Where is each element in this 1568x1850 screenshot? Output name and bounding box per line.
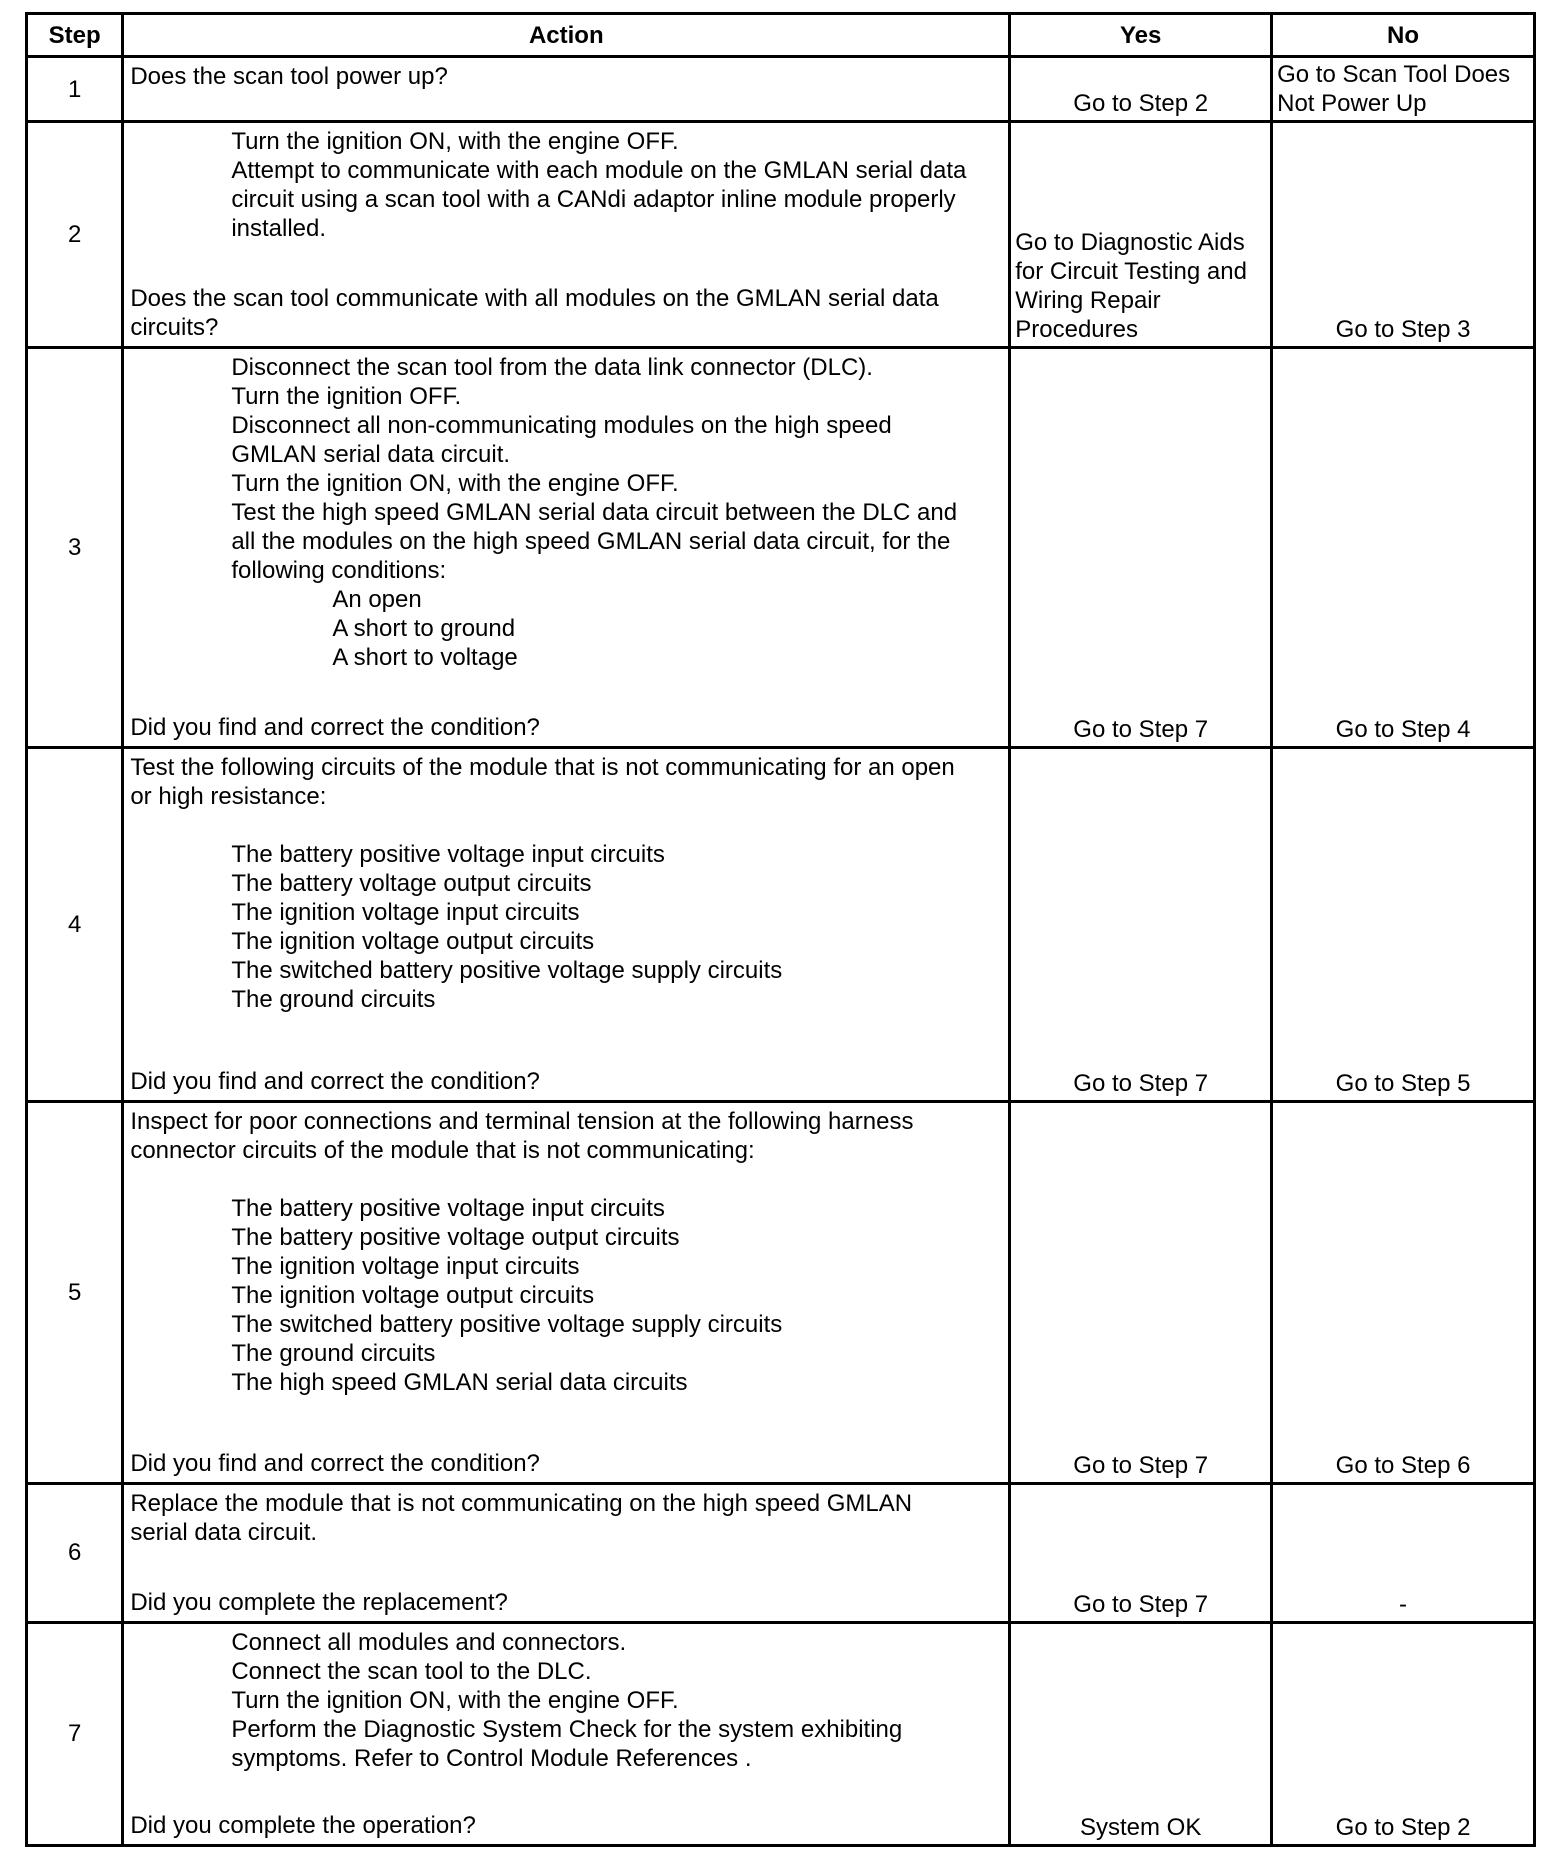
action-item: Test the high speed GMLAN serial data circuit between the DLC and bbox=[231, 498, 958, 526]
no-cell bbox=[1272, 747, 1535, 1101]
header-no: No bbox=[1272, 14, 1535, 57]
step-number: 4 bbox=[27, 747, 123, 1101]
question-text: Did you find and correct the condition? bbox=[130, 1449, 540, 1477]
yes-text: Wiring Repair bbox=[1015, 286, 1161, 314]
action-item: The battery positive voltage input circuits bbox=[231, 1194, 665, 1222]
no-text: Go to Scan Tool Does bbox=[1277, 61, 1511, 88]
yes-text: Go to Step 2 bbox=[1073, 90, 1209, 118]
yes-text: for Circuit Testing and bbox=[1015, 257, 1247, 285]
yes-cell bbox=[1010, 1622, 1272, 1845]
question-text: Did you find and correct the condition? bbox=[130, 1067, 540, 1095]
action-item: Turn the ignition ON, with the engine OFF. bbox=[231, 1686, 679, 1714]
action-item: Connect all modules and connectors. bbox=[231, 1628, 627, 1656]
action-cell bbox=[123, 122, 1010, 347]
yes-cell bbox=[1010, 122, 1272, 347]
table-row bbox=[27, 122, 1535, 347]
action-item: The ignition voltage input circuits bbox=[231, 1252, 580, 1280]
question-text: Did you complete the replacement? bbox=[130, 1588, 508, 1616]
action-item: Turn the ignition ON, with the engine OFF. bbox=[231, 128, 679, 156]
action-item: Attempt to communicate with each module on the GMLAN serial data bbox=[231, 157, 967, 185]
step-number: 6 bbox=[27, 1483, 123, 1622]
step-number: 5 bbox=[27, 1101, 123, 1483]
no-text: Go to Step 4 bbox=[1335, 715, 1471, 743]
action-item: GMLAN serial data circuit. bbox=[231, 440, 511, 468]
action-item: Connect the scan tool to the DLC. bbox=[231, 1657, 592, 1685]
action-item: The ground circuits bbox=[231, 985, 436, 1013]
question-text: circuits? bbox=[130, 313, 219, 341]
question-text: Did you complete the operation? bbox=[130, 1812, 476, 1839]
action-item: Disconnect the scan tool from the data link connector (DLC). bbox=[231, 353, 873, 381]
intro-text: Replace the module that is not communicating on the high speed GMLAN bbox=[130, 1489, 913, 1517]
action-item: The battery voltage output circuits bbox=[231, 869, 592, 897]
action-item: all the modules on the high speed GMLAN serial data circuit, for the bbox=[231, 527, 951, 555]
step-number: 2 bbox=[27, 122, 123, 347]
yes-text: Go to Step 7 bbox=[1073, 715, 1209, 743]
action-item: Turn the ignition OFF. bbox=[231, 382, 462, 410]
no-cell bbox=[1272, 1622, 1535, 1845]
yes-text: System OK bbox=[1080, 1814, 1202, 1841]
intro-text: serial data circuit. bbox=[130, 1518, 318, 1546]
no-cell bbox=[1272, 1483, 1535, 1622]
action-item: Turn the ignition ON, with the engine OFF. bbox=[231, 469, 679, 497]
yes-text: Go to Step 7 bbox=[1073, 1451, 1209, 1479]
yes-cell bbox=[1010, 57, 1272, 122]
sub-item: An open bbox=[332, 585, 422, 613]
action-item: The ignition voltage output circuits bbox=[231, 1281, 595, 1309]
table-row bbox=[27, 57, 1535, 122]
no-text: Go to Step 6 bbox=[1335, 1451, 1471, 1479]
yes-cell bbox=[1010, 1483, 1272, 1622]
action-text: Does the scan tool power up? bbox=[130, 63, 448, 90]
table-row bbox=[27, 1483, 1535, 1622]
yes-cell bbox=[1010, 1101, 1272, 1483]
action-item: The ignition voltage input circuits bbox=[231, 898, 580, 926]
action-item: The high speed GMLAN serial data circuits bbox=[231, 1368, 688, 1396]
action-cell bbox=[123, 1101, 1010, 1483]
header-action: Action bbox=[123, 14, 1010, 57]
yes-text: Go to Step 7 bbox=[1073, 1590, 1209, 1618]
intro-text: Inspect for poor connections and terminal tension at the following harness bbox=[130, 1107, 914, 1135]
intro-text: connector circuits of the module that is not communicating: bbox=[130, 1136, 755, 1164]
step-number: 1 bbox=[27, 57, 123, 122]
action-item: following conditions: bbox=[231, 556, 447, 584]
no-text: Go to Step 2 bbox=[1335, 1814, 1471, 1841]
action-cell bbox=[123, 1622, 1010, 1845]
header-yes: Yes bbox=[1010, 14, 1272, 57]
table-row bbox=[27, 347, 1535, 747]
action-cell bbox=[123, 747, 1010, 1101]
action-cell bbox=[123, 57, 1010, 122]
sub-item: A short to voltage bbox=[332, 643, 518, 671]
yes-cell bbox=[1010, 747, 1272, 1101]
no-cell bbox=[1272, 122, 1535, 347]
action-item: Perform the Diagnostic System Check for the system exhibiting bbox=[231, 1715, 903, 1743]
no-text: Not Power Up bbox=[1277, 90, 1427, 117]
question-text: Does the scan tool communicate with all modules on the GMLAN serial data bbox=[130, 284, 939, 312]
table-row bbox=[27, 1101, 1535, 1483]
action-cell bbox=[123, 347, 1010, 747]
diagnostic-table bbox=[25, 12, 1536, 1847]
action-item: The ignition voltage output circuits bbox=[231, 927, 595, 955]
intro-text: Test the following circuits of the module that is not communicating for an open bbox=[130, 753, 955, 781]
header-row bbox=[27, 14, 1535, 57]
yes-cell bbox=[1010, 347, 1272, 747]
question-text: Did you find and correct the condition? bbox=[130, 713, 540, 741]
action-item: The battery positive voltage output circuits bbox=[231, 1223, 680, 1251]
no-cell bbox=[1272, 1101, 1535, 1483]
table-row bbox=[27, 1622, 1535, 1845]
no-text: Go to Step 5 bbox=[1335, 1069, 1471, 1097]
yes-text: Go to Step 7 bbox=[1073, 1069, 1209, 1097]
no-cell bbox=[1272, 57, 1535, 122]
step-number: 7 bbox=[27, 1622, 123, 1845]
no-text: - bbox=[1399, 1590, 1408, 1618]
yes-text: Go to Diagnostic Aids bbox=[1015, 228, 1245, 256]
action-item: Disconnect all non-communicating modules on the high speed bbox=[231, 411, 892, 439]
intro-text: or high resistance: bbox=[130, 782, 327, 810]
action-item: installed. bbox=[231, 215, 327, 243]
table-row bbox=[27, 747, 1535, 1101]
action-cell bbox=[123, 1483, 1010, 1622]
no-cell bbox=[1272, 347, 1535, 747]
action-item: circuit using a scan tool with a CANdi adaptor inline module properly bbox=[231, 186, 956, 214]
sub-item: A short to ground bbox=[332, 614, 516, 642]
action-item: symptoms. Refer to Control Module References . bbox=[231, 1744, 752, 1772]
no-text: Go to Step 3 bbox=[1335, 315, 1471, 343]
action-item: The ground circuits bbox=[231, 1339, 436, 1367]
action-item: The switched battery positive voltage supply circuits bbox=[231, 1310, 783, 1338]
yes-text: Procedures bbox=[1015, 315, 1138, 343]
header-step: Step bbox=[27, 14, 123, 57]
step-number: 3 bbox=[27, 347, 123, 747]
action-item: The battery positive voltage input circuits bbox=[231, 840, 665, 868]
action-item: The switched battery positive voltage supply circuits bbox=[231, 956, 783, 984]
